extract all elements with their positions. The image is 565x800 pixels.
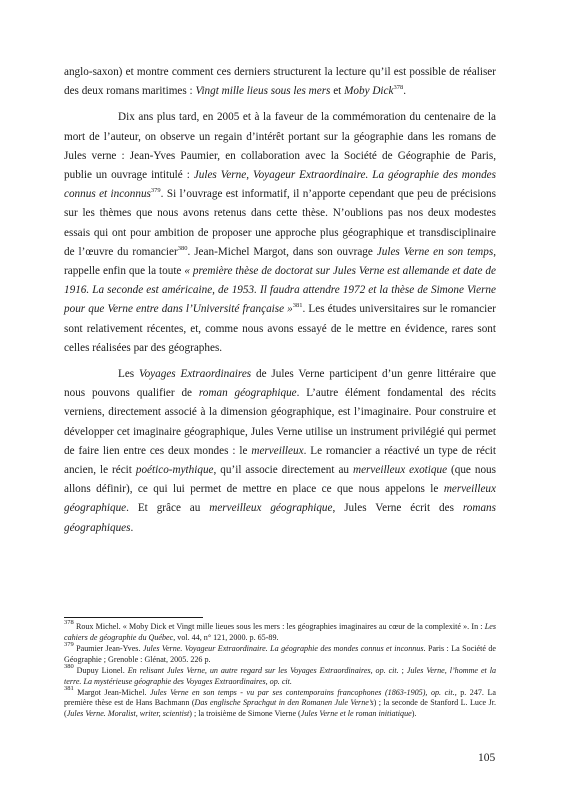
footnote-ref: 381 [292, 302, 303, 310]
italic-run: poético-mythique [135, 464, 214, 477]
text-run: , qu’il associe directement au [213, 464, 353, 477]
text-run: et [330, 85, 345, 98]
italic-run: Jules Verne en son temps - vu par ses contemporains francophones (1863-1905), op. cit. [149, 687, 455, 697]
italic-run: roman géographique [198, 387, 297, 400]
text-run: . Si l’ouvrage est informatif, il n’apporte cependant que peu de précisions sur les thèmes que nous avons retenus dans cette thèse. N’oublions pas nos deux modestes essais qui ont pour ambition de proposer une approche plus géographique et transdisciplinaire de l’œuvre du romancier [64, 188, 496, 258]
italic-run: Jules Verne. Moralist, writer, scientist [66, 709, 190, 719]
text-run: Dupuy Lionel. [73, 665, 128, 675]
footnotes [64, 619, 497, 720]
italic-run: romans géographiques [64, 502, 496, 534]
paragraph-voyages-extraordinaires [64, 365, 496, 538]
paragraph-continuation [64, 63, 496, 101]
footnote-379 [64, 640, 497, 665]
footnote-ref: 378 [393, 84, 404, 92]
text-run: Les [118, 368, 139, 381]
italic-run: merveilleux [251, 444, 304, 457]
footnote-ref: 381 [64, 684, 74, 692]
italic-run: Jules Verne. Voyageur Extraordinaire. La géographie des mondes connus et inconnus [142, 643, 424, 653]
footnote-separator [64, 617, 203, 618]
text-run: de Jules Verne participent d’un genre littéraire que nous pouvons qualifier de [64, 368, 496, 400]
text-run: Margot Jean-Michel. [73, 687, 150, 697]
body-text [64, 63, 496, 545]
text-run: . Paris : La Société de Géographie ; Grenoble : Glénat, 2005. 226 p. [64, 643, 497, 664]
italic-run: Jules Verne et le roman initiatique [300, 709, 412, 719]
text-run: Paumier Jean-Yves. [73, 643, 143, 653]
footnote-ref: 378 [64, 619, 74, 626]
footnote-378 [64, 619, 496, 643]
text-run: Dix ans plus tard, en 2005 et à la faveur de la commémoration du centenaire de la mort de l’auteur, on observe un regain d’intérêt portant sur la géographie dans les romans de Jules verne : Jean-Yves Paumier, en collaboration avec la Société de Géographie de Paris, publie un ouvrage intitulé : [64, 111, 496, 182]
text-run: . Jean-Michel Margot, dans son ouvrage [187, 245, 377, 258]
footnote-ref: 380 [64, 662, 74, 670]
italic-run: Jules Verne, l’homme et la terre. La mystérieuse géographie des Voyages Extraordinaires, op. cit. [64, 665, 496, 686]
italic-run: merveilleux géographique [64, 483, 496, 515]
text-run: ) ; la seconde de Stanford L. Luce Jr. ( [64, 698, 496, 719]
text-run: . L’autre élément fondamental des récits verniens, directement associé à la dimension géographique, est l’imaginaire. Pour construire et développer cet imaginaire géographique, Jules Verne utilise un instrument privilégié qui permet de faire lien entre ces deux mondes : le [64, 387, 496, 457]
text-run: ). [411, 709, 417, 719]
text-run: . Le romancier a réactivé un type de récit ancien, le récit [64, 444, 497, 477]
footnote-ref: 380 [177, 244, 188, 252]
italic-run: Jules Verne, Voyageur Extraordinaire. La géographie des mondes connus et inconnus [64, 169, 496, 201]
italic-run: Jules Verne en son temps [376, 245, 494, 258]
text-run: Roux Michel. « Moby Dick et Vingt mille lieues sous les mers : les géographies imaginaires au cœur de la complexité ». In : [73, 622, 485, 631]
text-run: (que nous allons définir), ce qui lui permet de mettre en place ce que nous appelons le [64, 464, 497, 496]
text-run: ; [398, 665, 407, 675]
text-run: . Et grâce au [126, 502, 210, 515]
italic-run: merveilleux géographique [209, 502, 333, 515]
italic-run: Das englische Sprachgut in den Romanen Jule Verne’s [194, 698, 374, 708]
italic-run: Vingt mille lieus sous les mers [195, 85, 331, 98]
text-run: . [130, 521, 134, 534]
text-run: , Jules Verne écrit des [332, 502, 463, 515]
paragraph-paumier [64, 108, 496, 358]
italic-run: Les cahiers de géographie du Québec [64, 622, 496, 642]
text-run: anglo-saxon) et montre comment ces derniers structurent la lecture qu’il est possible de réaliser des deux romans maritimes : [64, 66, 496, 98]
text-run: ) ; la troisième de Simone Vierne ( [189, 709, 301, 719]
footnote-ref: 379 [64, 640, 74, 648]
italic-run: Voyages Extraordinaires [139, 368, 252, 381]
text-run: . [403, 85, 407, 98]
italic-run: « première thèse de doctorat sur Jules Verne est allemande et date de 1916. La seconde est américaine, de 1953. Il faudra attendre 1972 et la thèse de Simone Vierne pour que Verne entre dans l’Université française » [64, 265, 496, 316]
italic-run: En relisant Jules Verne, un autre regard sur les Voyages Extraordinaires, op. cit. [127, 665, 399, 675]
italic-run: Moby Dick [344, 85, 394, 98]
italic-run: merveilleux exotique [353, 464, 448, 477]
footnote-380 [64, 662, 496, 687]
footnote-381 [64, 684, 496, 720]
text-run: , rappelle enfin que la toute [64, 245, 496, 278]
footnote-ref: 379 [150, 187, 161, 195]
text-run: , vol. 44, n° 121, 2000. p. 65-89. [173, 632, 279, 642]
text-run: , p. 247. La première thèse est de Hans Bachmann ( [64, 687, 496, 708]
text-run: . Les études universitaires sur le romancier sont relativement récentes, et, comme nous avons essayé de le mettre en évidence, rares sont celles réalisées par des géographes. [64, 303, 496, 354]
page-number: 105 [478, 752, 496, 764]
